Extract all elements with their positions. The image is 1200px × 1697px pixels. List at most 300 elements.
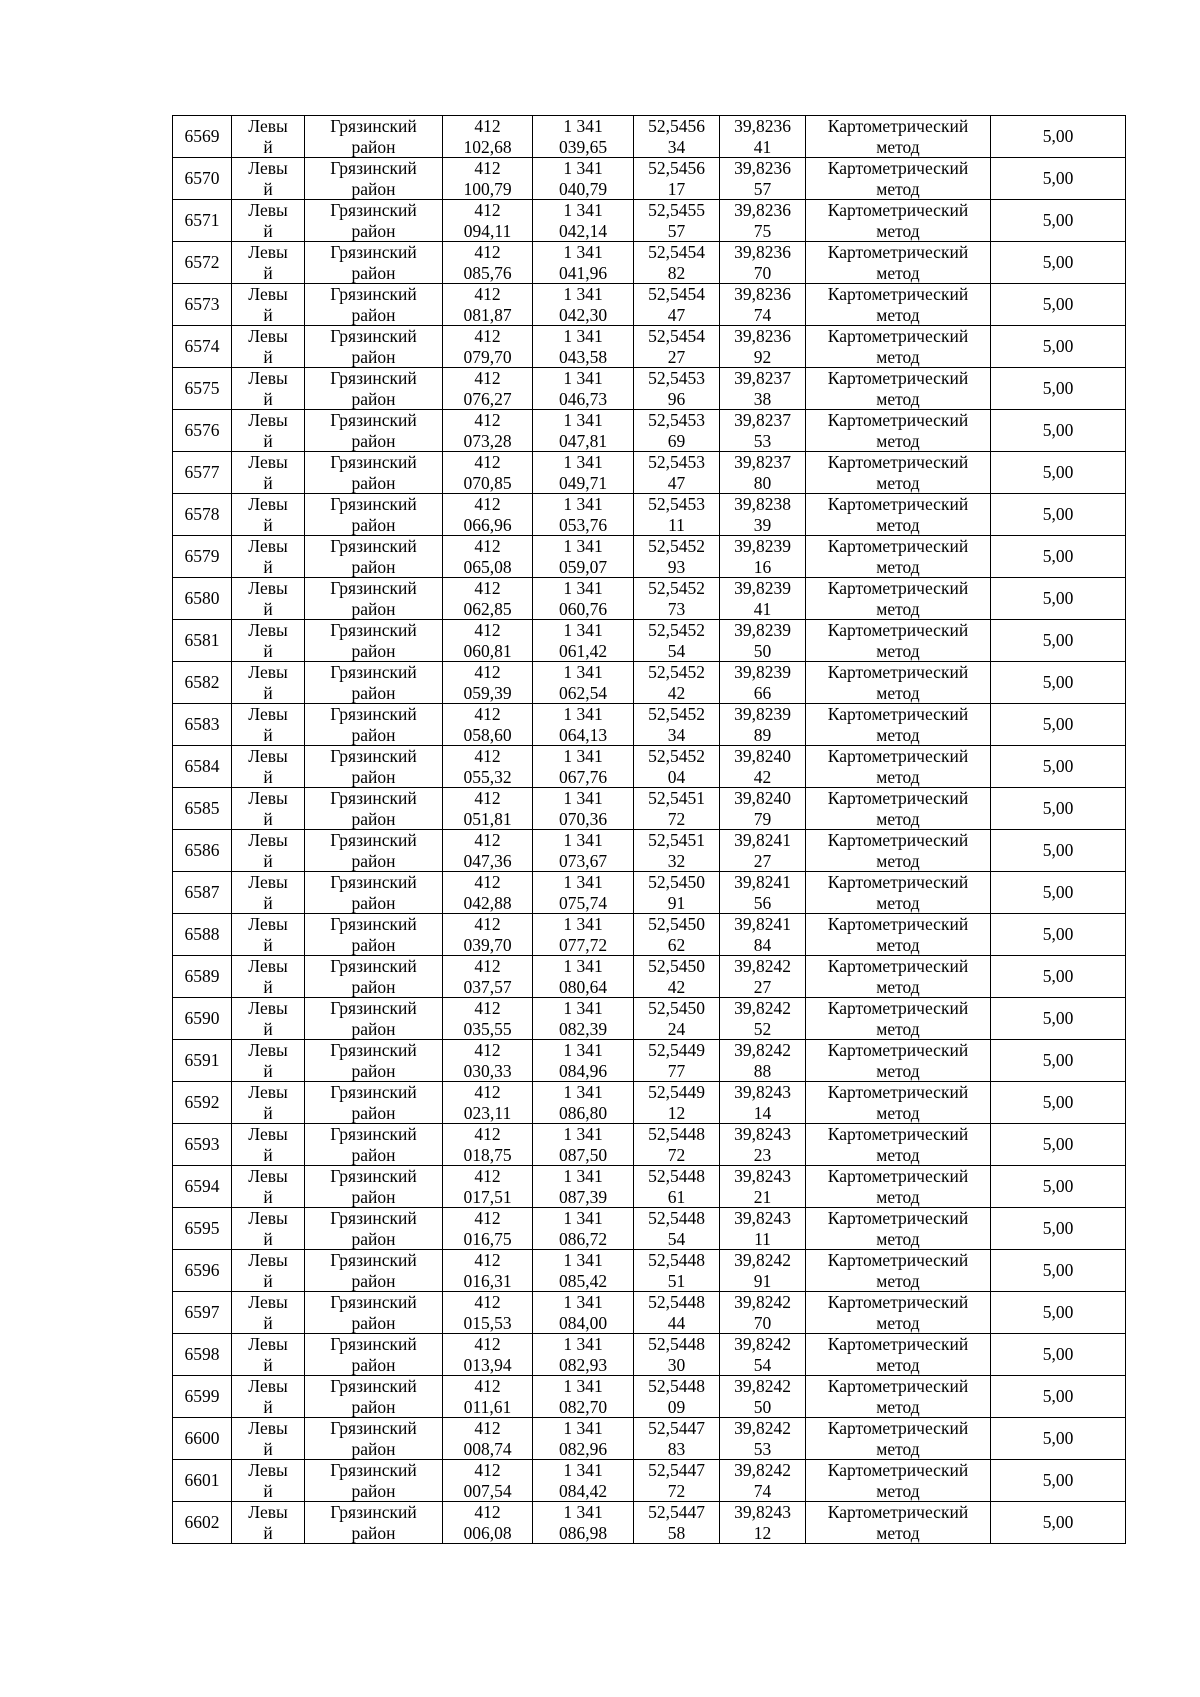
method-line-1: Картометрический: [827, 830, 969, 850]
y-coordinate-line-2: 087,50: [558, 1144, 608, 1165]
district-line-1: Грязинский: [330, 1418, 417, 1438]
point-number-cell: 6575: [173, 368, 232, 410]
latitude-line-2: 96: [667, 388, 686, 409]
point-number-cell: 6579: [173, 536, 232, 578]
side-line-2: й: [263, 472, 273, 493]
latitude-line-2: 54: [667, 640, 686, 661]
x-coordinate-line-2: 016,75: [463, 1228, 512, 1249]
district-line-1: Грязинский: [330, 1166, 417, 1186]
district-cell: [305, 284, 443, 326]
table-row: [173, 200, 1126, 242]
x-coordinate-cell: [443, 368, 533, 410]
latitude-line-2: 72: [667, 808, 686, 829]
y-coordinate-line-1: 1 341: [563, 200, 603, 220]
method-line-1: Картометрический: [827, 494, 969, 514]
y-coordinate-line-1: 1 341: [563, 1250, 603, 1270]
y-coordinate-line-2: 041,96: [558, 262, 608, 283]
method-cell: [806, 536, 991, 578]
side-line-1: Левы: [248, 872, 288, 892]
longitude-line-1: 39,8242: [734, 956, 791, 976]
x-coordinate-line-2: 076,27: [463, 388, 512, 409]
longitude-line-1: 39,8239: [734, 704, 791, 724]
accuracy-cell: 5,00: [991, 956, 1126, 998]
x-coordinate-cell: [443, 200, 533, 242]
latitude-line-1: 52,5453: [648, 494, 705, 514]
accuracy-cell: 5,00: [991, 578, 1126, 620]
district-cell: [305, 158, 443, 200]
point-number-cell: 6587: [173, 872, 232, 914]
x-coordinate-cell: [443, 1460, 533, 1502]
longitude-line-2: 92: [753, 346, 772, 367]
latitude-line-2: 04: [667, 766, 686, 787]
y-coordinate-line-2: 073,67: [558, 850, 608, 871]
point-number-cell: 6600: [173, 1418, 232, 1460]
district-line-1: Грязинский: [330, 368, 417, 388]
table-row: [173, 704, 1126, 746]
latitude-line-1: 52,5448: [648, 1292, 705, 1312]
method-line-1: Картометрический: [827, 1502, 969, 1522]
district-line-1: Грязинский: [330, 998, 417, 1018]
method-line-2: метод: [876, 1018, 920, 1039]
y-coordinate-cell: [533, 956, 634, 998]
side-line-2: й: [263, 598, 273, 619]
x-coordinate-cell: [443, 872, 533, 914]
district-line-1: Грязинский: [330, 1460, 417, 1480]
x-coordinate-line-2: 066,96: [463, 514, 512, 535]
y-coordinate-line-1: 1 341: [563, 1040, 603, 1060]
side-line-1: Левы: [248, 452, 288, 472]
latitude-line-1: 52,5447: [648, 1418, 705, 1438]
y-coordinate-line-2: 039,65: [558, 136, 608, 157]
point-number-cell: 6578: [173, 494, 232, 536]
point-number-cell: 6602: [173, 1502, 232, 1544]
point-number-cell: 6589: [173, 956, 232, 998]
district-line-2: район: [351, 1438, 396, 1459]
longitude-line-2: 75: [753, 220, 772, 241]
latitude-line-2: 83: [667, 1438, 686, 1459]
y-coordinate-line-1: 1 341: [563, 410, 603, 430]
latitude-line-1: 52,5450: [648, 872, 705, 892]
table-row: [173, 1334, 1126, 1376]
longitude-line-2: 41: [753, 136, 772, 157]
side-line-2: й: [263, 1438, 273, 1459]
point-number-cell: 6570: [173, 158, 232, 200]
method-line-1: Картометрический: [827, 1208, 969, 1228]
x-coordinate-line-2: 030,33: [463, 1060, 512, 1081]
latitude-line-1: 52,5447: [648, 1460, 705, 1480]
accuracy-cell: 5,00: [991, 1040, 1126, 1082]
method-cell: [806, 1124, 991, 1166]
accuracy-cell: 5,00: [991, 452, 1126, 494]
method-line-1: Картометрический: [827, 116, 969, 136]
latitude-line-2: 77: [667, 1060, 686, 1081]
latitude-cell: [634, 956, 720, 998]
x-coordinate-cell: [443, 746, 533, 788]
district-cell: [305, 746, 443, 788]
x-coordinate-line-1: 412: [474, 746, 501, 766]
x-coordinate-line-2: 058,60: [463, 724, 512, 745]
accuracy-cell: 5,00: [991, 1250, 1126, 1292]
table-row: [173, 998, 1126, 1040]
side-cell: [232, 830, 305, 872]
side-cell: [232, 452, 305, 494]
x-coordinate-line-1: 412: [474, 1166, 501, 1186]
x-coordinate-line-2: 060,81: [463, 640, 512, 661]
y-coordinate-line-2: 060,76: [558, 598, 608, 619]
district-line-2: район: [351, 346, 396, 367]
longitude-line-2: 54: [753, 1354, 772, 1375]
district-line-2: район: [351, 1396, 396, 1417]
latitude-line-1: 52,5450: [648, 998, 705, 1018]
x-coordinate-cell: [443, 956, 533, 998]
district-cell: [305, 410, 443, 452]
x-coordinate-line-2: 042,88: [463, 892, 512, 913]
side-line-1: Левы: [248, 1040, 288, 1060]
x-coordinate-line-1: 412: [474, 1208, 501, 1228]
accuracy-cell: 5,00: [991, 1208, 1126, 1250]
x-coordinate-line-2: 035,55: [463, 1018, 512, 1039]
y-coordinate-line-1: 1 341: [563, 914, 603, 934]
side-line-1: Левы: [248, 200, 288, 220]
x-coordinate-cell: [443, 242, 533, 284]
y-coordinate-line-2: 070,36: [558, 808, 608, 829]
method-cell: [806, 788, 991, 830]
longitude-line-1: 39,8239: [734, 536, 791, 556]
district-cell: [305, 1460, 443, 1502]
side-cell: [232, 662, 305, 704]
y-coordinate-line-1: 1 341: [563, 368, 603, 388]
method-line-1: Картометрический: [827, 998, 969, 1018]
longitude-line-2: 70: [753, 1312, 772, 1333]
longitude-cell: [720, 284, 806, 326]
y-coordinate-cell: [533, 1376, 634, 1418]
y-coordinate-line-1: 1 341: [563, 788, 603, 808]
x-coordinate-line-1: 412: [474, 914, 501, 934]
y-coordinate-cell: [533, 830, 634, 872]
longitude-line-2: 50: [753, 1396, 772, 1417]
y-coordinate-line-1: 1 341: [563, 746, 603, 766]
district-cell: [305, 1124, 443, 1166]
x-coordinate-line-1: 412: [474, 158, 501, 178]
district-line-2: район: [351, 178, 396, 199]
district-cell: [305, 1250, 443, 1292]
point-number-cell: 6591: [173, 1040, 232, 1082]
latitude-line-1: 52,5452: [648, 746, 705, 766]
district-line-2: район: [351, 388, 396, 409]
side-cell: [232, 1082, 305, 1124]
district-cell: [305, 578, 443, 620]
longitude-line-1: 39,8238: [734, 494, 791, 514]
side-line-1: Левы: [248, 368, 288, 388]
side-cell: [232, 1166, 305, 1208]
district-line-1: Грязинский: [330, 788, 417, 808]
longitude-line-2: 52: [753, 1018, 772, 1039]
method-line-2: метод: [876, 1396, 920, 1417]
table-row: [173, 1250, 1126, 1292]
method-line-1: Картометрический: [827, 242, 969, 262]
method-line-2: метод: [876, 598, 920, 619]
district-line-2: район: [351, 220, 396, 241]
latitude-line-1: 52,5454: [648, 284, 705, 304]
method-cell: [806, 1250, 991, 1292]
y-coordinate-cell: [533, 788, 634, 830]
side-cell: [232, 1040, 305, 1082]
method-cell: [806, 326, 991, 368]
y-coordinate-line-1: 1 341: [563, 242, 603, 262]
y-coordinate-cell: [533, 284, 634, 326]
y-coordinate-line-2: 040,79: [558, 178, 608, 199]
method-line-1: Картометрический: [827, 872, 969, 892]
x-coordinate-line-1: 412: [474, 1376, 501, 1396]
side-line-2: й: [263, 262, 273, 283]
longitude-line-2: 56: [753, 892, 772, 913]
longitude-cell: [720, 494, 806, 536]
method-cell: [806, 1082, 991, 1124]
longitude-line-2: 84: [753, 934, 772, 955]
x-coordinate-line-2: 070,85: [463, 472, 512, 493]
method-line-2: метод: [876, 766, 920, 787]
point-number-cell: 6601: [173, 1460, 232, 1502]
point-number-cell: 6586: [173, 830, 232, 872]
district-cell: [305, 704, 443, 746]
y-coordinate-line-1: 1 341: [563, 326, 603, 346]
longitude-cell: [720, 326, 806, 368]
y-coordinate-line-2: 084,42: [558, 1480, 608, 1501]
latitude-cell: [634, 998, 720, 1040]
longitude-cell: [720, 578, 806, 620]
y-coordinate-cell: [533, 1502, 634, 1544]
latitude-cell: [634, 368, 720, 410]
district-line-1: Грязинский: [330, 158, 417, 178]
y-coordinate-line-1: 1 341: [563, 116, 603, 136]
y-coordinate-line-2: 086,98: [558, 1522, 608, 1543]
district-line-1: Грязинский: [330, 1082, 417, 1102]
method-cell: [806, 620, 991, 662]
y-coordinate-line-2: 084,00: [558, 1312, 608, 1333]
district-line-2: район: [351, 1144, 396, 1165]
x-coordinate-line-2: 059,39: [463, 682, 512, 703]
method-line-1: Картометрический: [827, 368, 969, 388]
latitude-line-1: 52,5451: [648, 788, 705, 808]
latitude-cell: [634, 1418, 720, 1460]
latitude-cell: [634, 410, 720, 452]
side-line-1: Левы: [248, 1208, 288, 1228]
y-coordinate-line-1: 1 341: [563, 830, 603, 850]
y-coordinate-line-1: 1 341: [563, 284, 603, 304]
latitude-line-2: 24: [667, 1018, 686, 1039]
x-coordinate-line-2: 062,85: [463, 598, 512, 619]
side-cell: [232, 1418, 305, 1460]
method-line-1: Картометрический: [827, 1418, 969, 1438]
accuracy-cell: 5,00: [991, 1418, 1126, 1460]
latitude-cell: [634, 704, 720, 746]
method-line-1: Картометрический: [827, 662, 969, 682]
district-cell: [305, 494, 443, 536]
table-row: [173, 662, 1126, 704]
method-cell: [806, 578, 991, 620]
side-line-2: й: [263, 304, 273, 325]
point-number-cell: 6576: [173, 410, 232, 452]
y-coordinate-cell: [533, 536, 634, 578]
latitude-cell: [634, 1250, 720, 1292]
district-cell: [305, 620, 443, 662]
y-coordinate-line-2: 062,54: [558, 682, 608, 703]
longitude-line-1: 39,8241: [734, 872, 791, 892]
longitude-cell: [720, 200, 806, 242]
accuracy-cell: 5,00: [991, 704, 1126, 746]
district-line-2: район: [351, 724, 396, 745]
district-cell: [305, 116, 443, 158]
district-line-1: Грязинский: [330, 1040, 417, 1060]
latitude-line-1: 52,5449: [648, 1040, 705, 1060]
latitude-line-1: 52,5452: [648, 704, 705, 724]
longitude-line-1: 39,8243: [734, 1502, 791, 1522]
latitude-line-1: 52,5452: [648, 620, 705, 640]
latitude-cell: [634, 1460, 720, 1502]
y-coordinate-line-2: 046,73: [558, 388, 608, 409]
latitude-line-1: 52,5448: [648, 1208, 705, 1228]
x-coordinate-cell: [443, 326, 533, 368]
district-line-2: район: [351, 1270, 396, 1291]
x-coordinate-cell: [443, 1334, 533, 1376]
longitude-line-2: 23: [753, 1144, 772, 1165]
accuracy-cell: 5,00: [991, 284, 1126, 326]
latitude-line-1: 52,5450: [648, 914, 705, 934]
longitude-line-2: 57: [753, 178, 772, 199]
method-line-1: Картометрический: [827, 578, 969, 598]
longitude-line-2: 70: [753, 262, 772, 283]
side-line-2: й: [263, 1396, 273, 1417]
method-cell: [806, 998, 991, 1040]
x-coordinate-line-2: 073,28: [463, 430, 512, 451]
longitude-line-2: 16: [753, 556, 772, 577]
method-cell: [806, 1166, 991, 1208]
table-row: [173, 368, 1126, 410]
side-cell: [232, 620, 305, 662]
method-cell: [806, 830, 991, 872]
method-line-2: метод: [876, 556, 920, 577]
latitude-line-2: 44: [667, 1312, 686, 1333]
x-coordinate-cell: [443, 830, 533, 872]
method-line-2: метод: [876, 934, 920, 955]
method-cell: [806, 704, 991, 746]
district-line-2: район: [351, 892, 396, 913]
longitude-line-1: 39,8242: [734, 1418, 791, 1438]
point-number-cell: 6584: [173, 746, 232, 788]
accuracy-cell: 5,00: [991, 914, 1126, 956]
method-cell: [806, 1460, 991, 1502]
point-number-cell: 6572: [173, 242, 232, 284]
district-line-1: Грязинский: [330, 326, 417, 346]
longitude-line-1: 39,8241: [734, 914, 791, 934]
y-coordinate-cell: [533, 158, 634, 200]
table-row: [173, 1376, 1126, 1418]
district-line-1: Грязинский: [330, 284, 417, 304]
x-coordinate-cell: [443, 788, 533, 830]
x-coordinate-line-2: 013,94: [463, 1354, 512, 1375]
method-line-2: метод: [876, 682, 920, 703]
x-coordinate-line-1: 412: [474, 284, 501, 304]
point-number-cell: 6581: [173, 620, 232, 662]
point-number-cell: 6590: [173, 998, 232, 1040]
y-coordinate-cell: [533, 1124, 634, 1166]
side-line-2: й: [263, 430, 273, 451]
y-coordinate-cell: [533, 746, 634, 788]
accuracy-cell: 5,00: [991, 1166, 1126, 1208]
district-line-2: район: [351, 472, 396, 493]
side-line-2: й: [263, 640, 273, 661]
point-number-cell: 6571: [173, 200, 232, 242]
side-line-1: Левы: [248, 1334, 288, 1354]
x-coordinate-cell: [443, 116, 533, 158]
longitude-line-1: 39,8242: [734, 1460, 791, 1480]
side-line-1: Левы: [248, 1376, 288, 1396]
method-line-1: Картометрический: [827, 746, 969, 766]
latitude-line-2: 82: [667, 262, 686, 283]
y-coordinate-cell: [533, 620, 634, 662]
point-number-cell: 6596: [173, 1250, 232, 1292]
x-coordinate-line-1: 412: [474, 452, 501, 472]
longitude-line-1: 39,8239: [734, 662, 791, 682]
side-cell: [232, 1124, 305, 1166]
longitude-line-1: 39,8243: [734, 1208, 791, 1228]
latitude-cell: [634, 200, 720, 242]
latitude-line-2: 42: [667, 976, 686, 997]
latitude-line-1: 52,5452: [648, 578, 705, 598]
side-line-2: й: [263, 1228, 273, 1249]
y-coordinate-line-1: 1 341: [563, 494, 603, 514]
latitude-line-2: 69: [667, 430, 686, 451]
point-number-cell: 6577: [173, 452, 232, 494]
latitude-line-2: 62: [667, 934, 686, 955]
method-cell: [806, 956, 991, 998]
longitude-line-1: 39,8243: [734, 1082, 791, 1102]
longitude-cell: [720, 158, 806, 200]
latitude-line-1: 52,5453: [648, 368, 705, 388]
y-coordinate-line-1: 1 341: [563, 704, 603, 724]
district-line-1: Грязинский: [330, 1334, 417, 1354]
side-cell: [232, 116, 305, 158]
side-line-2: й: [263, 1480, 273, 1501]
x-coordinate-line-1: 412: [474, 242, 501, 262]
table-row: [173, 1124, 1126, 1166]
district-line-2: район: [351, 514, 396, 535]
district-line-2: район: [351, 556, 396, 577]
longitude-line-1: 39,8236: [734, 116, 791, 136]
method-cell: [806, 746, 991, 788]
latitude-line-1: 52,5453: [648, 410, 705, 430]
x-coordinate-cell: [443, 620, 533, 662]
x-coordinate-line-1: 412: [474, 1082, 501, 1102]
side-line-1: Левы: [248, 1292, 288, 1312]
method-cell: [806, 494, 991, 536]
x-coordinate-cell: [443, 536, 533, 578]
longitude-cell: [720, 1124, 806, 1166]
side-line-2: й: [263, 892, 273, 913]
point-number-cell: 6592: [173, 1082, 232, 1124]
x-coordinate-cell: [443, 1376, 533, 1418]
accuracy-cell: 5,00: [991, 662, 1126, 704]
latitude-cell: [634, 1082, 720, 1124]
district-cell: [305, 1040, 443, 1082]
latitude-line-1: 52,5448: [648, 1166, 705, 1186]
x-coordinate-line-2: 016,31: [463, 1270, 512, 1291]
accuracy-cell: 5,00: [991, 1460, 1126, 1502]
side-cell: [232, 704, 305, 746]
side-cell: [232, 914, 305, 956]
x-coordinate-line-1: 412: [474, 620, 501, 640]
method-line-2: метод: [876, 892, 920, 913]
